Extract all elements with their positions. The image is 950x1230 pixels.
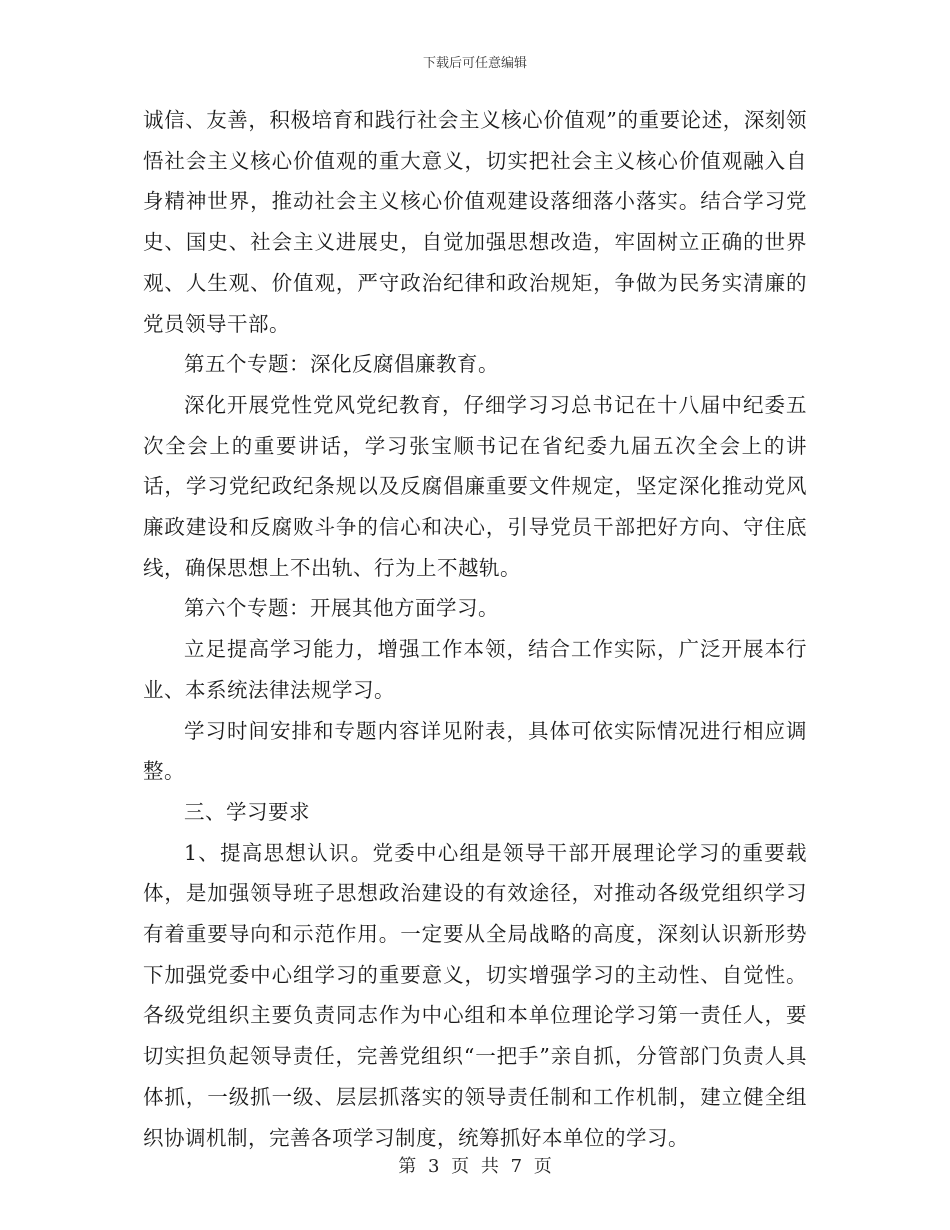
heading-topic-five: 第五个专题：深化反腐倡廉教育。: [184, 352, 499, 377]
document-body: [143, 100, 807, 1158]
paragraph-requirement-one: 1、提高思想认识。党委中心组是领导干部开展理论学习的重要载体，是加强领导班子思想政治建设的有效途径，对推动各级党组织学习有着重要导向和示范作用。一定要从全局战略的高度，深刻认识新形势下加强党委中心组学习的重要意义，切实增强学习的主动性、自觉性。各级党组织主要负责同志作为中心组和本单位理论学习第一责任人，要切实担负起领导责任，完善党组织“一把手”亲自抓，分管部门负责人具体抓，一级抓一级、层层抓落实的领导责任制和工作机制，建立健全组织协调机制，完善各项学习制度，统筹抓好本单位的学习。: [143, 840, 807, 1150]
heading-requirements: 三、学习要求: [184, 799, 310, 824]
paragraph-schedule: 学习时间安排和专题内容详见附表，具体可依实际情况进行相应调整。: [143, 718, 807, 784]
heading-topic-six: 第六个专题：开展其他方面学习。: [184, 596, 499, 621]
page-number: 第 3 页 共 7 页: [398, 1156, 552, 1177]
paragraph-values: 诚信、友善，积极培育和践行社会主义核心价值观”的重要论述，深刻领悟社会主义核心价值观的重大意义，切实把社会主义核心价值观融入自身精神世界，推动社会主义核心价值观建设落细落小落实。结合学习党史、国史、社会主义进展史，自觉加强思想改造，牢固树立正确的世界观、人生观、价值观，严守政治纪律和政治规矩，争做为民务实清廉的党员领导干部。: [143, 108, 807, 336]
paragraph-other-study: 立足提高学习能力，增强工作本领，结合工作实际，广泛开展本行业、本系统法律法规学习。: [143, 637, 807, 702]
paragraph-anticorruption: 深化开展党性党风党纪教育，仔细学习习总书记在十八届中纪委五次全会上的重要讲话，学习张宝顺书记在省纪委九届五次全会上的讲话，学习党纪政纪条规以及反腐倡廉重要文件规定，坚定深化推动党风廉政建设和反腐败斗争的信心和决心，引导党员干部把好方向、守住底线，确保思想上不出轨、行为上不越轨。: [143, 392, 807, 580]
page-header: 下载后可任意编辑: [422, 56, 527, 71]
